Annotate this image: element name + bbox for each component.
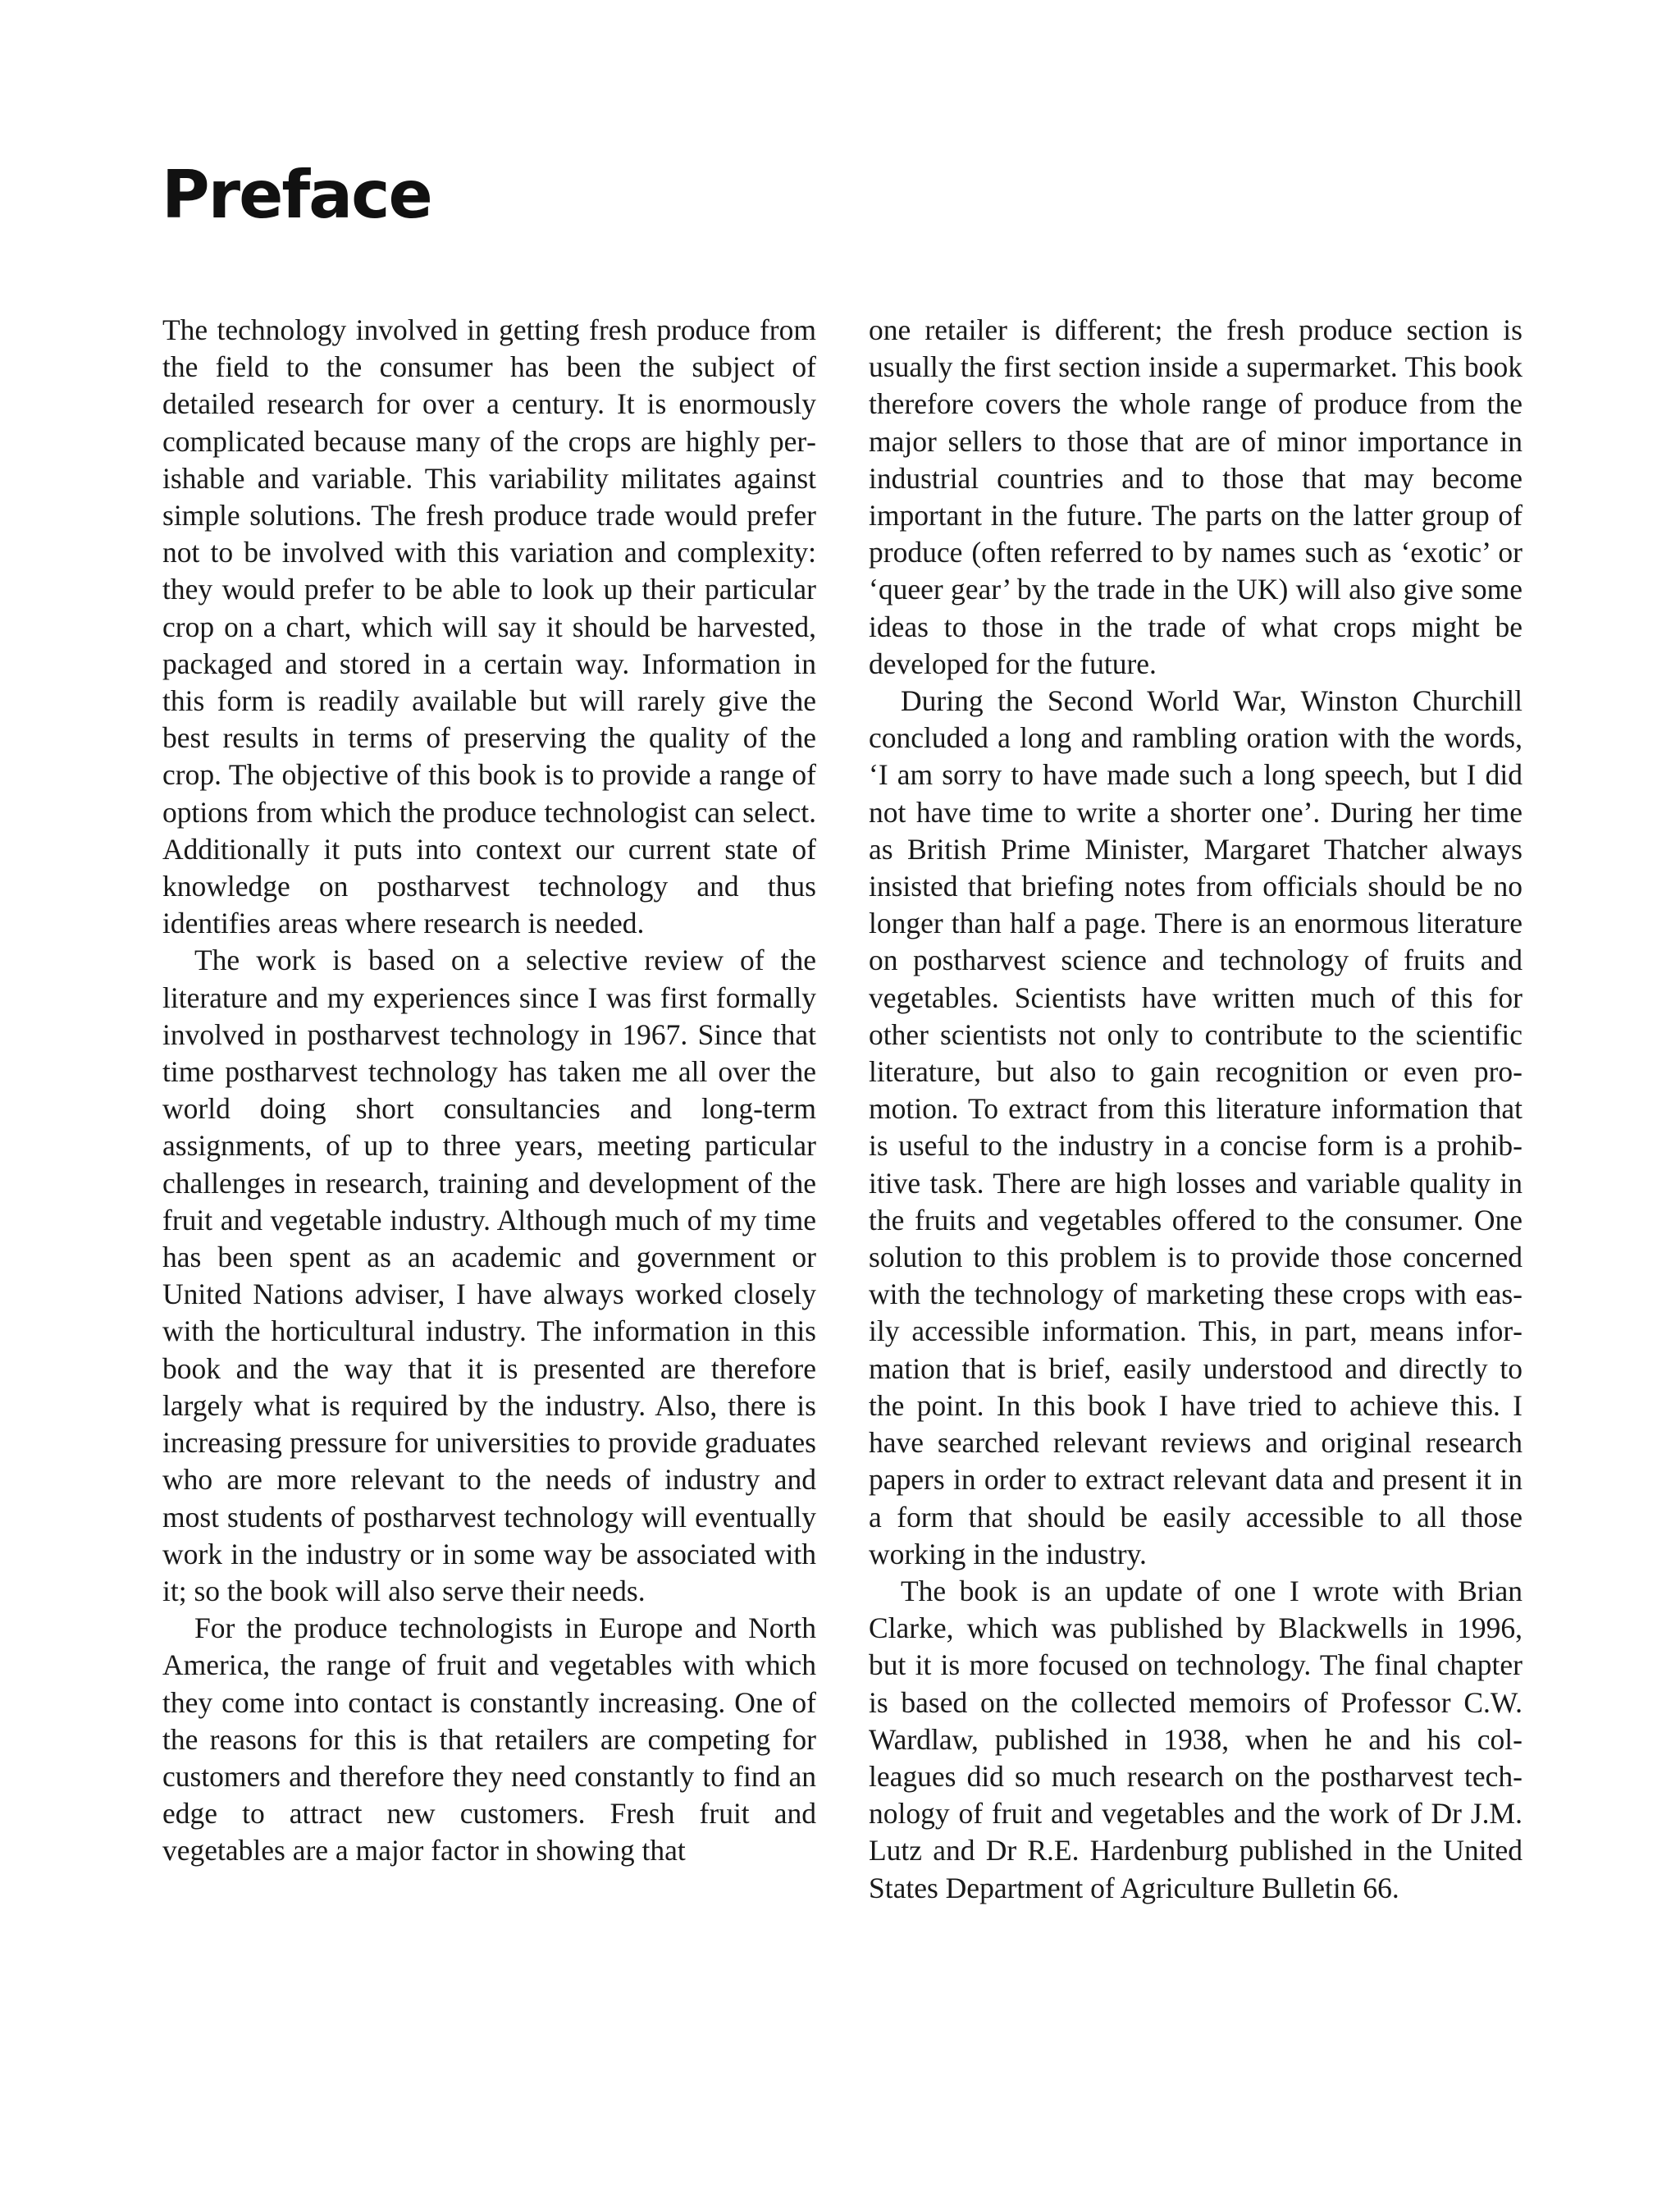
- paragraph-2: The work is based on a selective review of the literature and my experiences since I was first formally involved in postharvest technology in 1967. Since that time postharvest technology has taken me all over the world doing short consultancies and long-term assignments, of up to three years, meeting particular challenges in research, training and development of the fruit and vegetable industry. Although much of my time has been spent as an academic and government or United Nations adviser, I have always worked closely with the horticultural industry. The information in this book and the way that it is presented are therefore largely what is required by the industry. Also, there is increasing pressure for universities to provide graduates who are more relevant to the needs of industry and most students of postharvest technology will eventually work in the industry or in some way be associated with it; so the book will also serve their needs.: [162, 944, 816, 1607]
- left-text-column: [162, 312, 816, 1870]
- paragraph-3-continued: one retailer is different; the fresh produce section is usually the first section inside a supermarket. This book therefore covers the whole range of produce from the major sellers to those that are of minor importance in industrial countries and to those that may become important in the future. The parts on the latter group of produce (often referred to by names such as ‘exotic’ or ‘queer gear’ by the trade in the UK) will also give some ideas to those in the trade of what crops might be developed for the future.: [869, 313, 1522, 680]
- paragraph-1: The technology involved in getting fresh produce from the field to the consumer has been the subject of detailed research for over a century. It is enormously complicated because many of the crops are highly perishable and variable. This variability militates against simple solutions. The fresh produce trade would prefer not to be involved with this variation and complexity: they would prefer to be able to look up their particular crop on a chart, which will say it should be harvested, packaged and stored in a certain way. Information in this form is readily available but will rarely give the best results in terms of preserving the quality of the crop. The objective of this book is to provide a range of options from which the produce technologist can select. Additionally it puts into context our current state of knowledge on postharvest technology and thus identifies areas where research is needed.: [162, 313, 816, 940]
- paragraph-3: For the produce technologists in Europe and North America, the range of fruit and vegetables with which they come into contact is constantly increasing. One of the reasons for this is that retailers are competing for customers and therefore they need constantly to find an edge to attract new customers. Fresh fruit and vegetables are a major factor in showing that: [162, 1611, 816, 1867]
- right-text-column: [869, 312, 1522, 1907]
- page-title: Preface: [162, 157, 431, 233]
- paragraph-5: The book is an update of one I wrote with Brian Clarke, which was published by Blackwells in 1996, but it is more focused on technology. The final chapter is based on the collected memoirs of Professor C.W. Wardlaw, published in 1938, when he and his colleagues did so much research on the postharvest technology of fruit and vegetables and the work of Dr J.M. Lutz and Dr R.E. Hardenburg published in the United States Department of Agriculture Bulletin 66.: [869, 1574, 1522, 1904]
- paragraph-4: During the Second World War, Winston Churchill concluded a long and rambling oration with the words, ‘I am sorry to have made such a long speech, but I did not have time to write a shorter one’. During her time as British Prime Minister, Margaret Thatcher always insisted that briefing notes from officials should be no longer than half a page. There is an enormous literature on postharvest science and technology of fruits and vegetables. Scientists have written much of this for other scientists not only to contribute to the scientific literature, but also to gain recognition or even promotion. To extract from this literature information that is useful to the industry in a concise form is a prohibitive task. There are high losses and variable quality in the fruits and vegetables offered to the consumer. One solution to this problem is to provide those concerned with the technology of marketing these crops with easily accessible information. This, in part, means information that is brief, easily understood and directly to the point. In this book I have tried to achieve this. I have searched relevant reviews and original research papers in order to extract relevant data and present it in a form that should be easily accessible to all those working in the industry.: [869, 684, 1522, 1570]
